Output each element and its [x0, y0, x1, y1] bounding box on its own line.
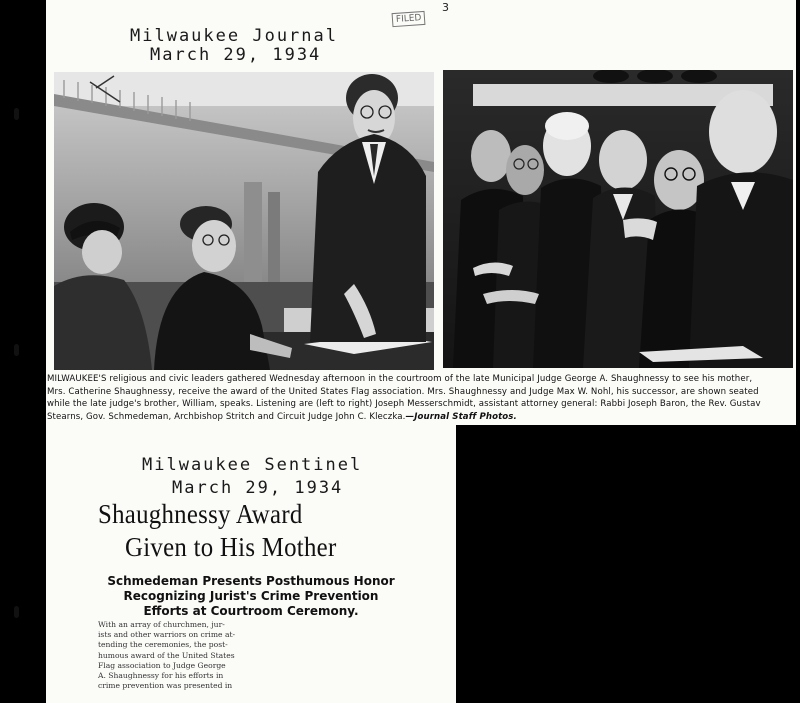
body-line-4: humous award of the United States — [98, 650, 235, 660]
caption-line-4 — [47, 411, 795, 424]
caption-line-4-text: Stearns, Gov. Schmedeman, Archbishop Stritch and Circuit Judge John C. Kleczka. — [47, 411, 406, 422]
page-number: 3 — [442, 1, 449, 14]
filed-stamp: FILED — [392, 11, 426, 27]
subhead-line-1: Schmedeman Presents Posthumous Honor — [107, 574, 395, 588]
punch-hole-bottom — [14, 606, 19, 618]
journal-handwritten-paper: Milwaukee Journal — [130, 26, 338, 46]
body-line-5: Flag association to Judge George — [98, 660, 226, 670]
article-body — [98, 620, 248, 691]
journal-handwritten-date: March 29, 1934 — [150, 45, 322, 65]
journal-photo-caption — [47, 373, 795, 423]
punch-hole-middle — [14, 344, 19, 356]
subhead-line-2: Recognizing Jurist's Crime Prevention — [123, 589, 379, 603]
body-line-7: crime prevention was presented in — [98, 681, 233, 691]
headline-line-2: Given to His Mother — [125, 532, 337, 562]
body-line-2: ists and other warriors on crime at- — [98, 630, 236, 640]
body-line-3: tending the ceremonies, the post- — [98, 640, 228, 650]
punch-hole-top — [14, 108, 19, 120]
caption-line-1: MILWAUKEE'S religious and civic leaders gathered Wednesday afternoon in the courtroom of the late Municipal Judge George A. Shaughnessy to see his mother, — [47, 374, 753, 384]
body-line-6: A. Shaughnessy for his efforts in — [98, 671, 224, 681]
subhead-line-3: Efforts at Courtroom Ceremony. — [143, 604, 359, 618]
sentinel-handwritten-paper: Milwaukee Sentinel — [142, 455, 363, 475]
headline-line-1: Shaughnessy Award — [98, 499, 303, 529]
photo-left-courtroom — [54, 72, 434, 370]
caption-line-3: while the late judge's brother, William, speaks. Listening are (left to right) Joseph Messerschmidt, assistant attorney general: Rabbi Joseph Baron, the Rev. Gustav — [47, 399, 761, 409]
body-line-1: With an array of churchmen, jur- — [98, 620, 225, 629]
caption-credit: —Journal Staff Photos. — [405, 411, 517, 422]
caption-line-2: Mrs. Catherine Shaughnessy, receive the award of the United States Flag association. Mrs. Shaughnessy and Judge Max W. Nohl, his successor, are shown seated — [47, 386, 759, 397]
sentinel-handwritten-date: March 29, 1934 — [172, 478, 344, 498]
photo-right-listeners — [443, 70, 793, 368]
